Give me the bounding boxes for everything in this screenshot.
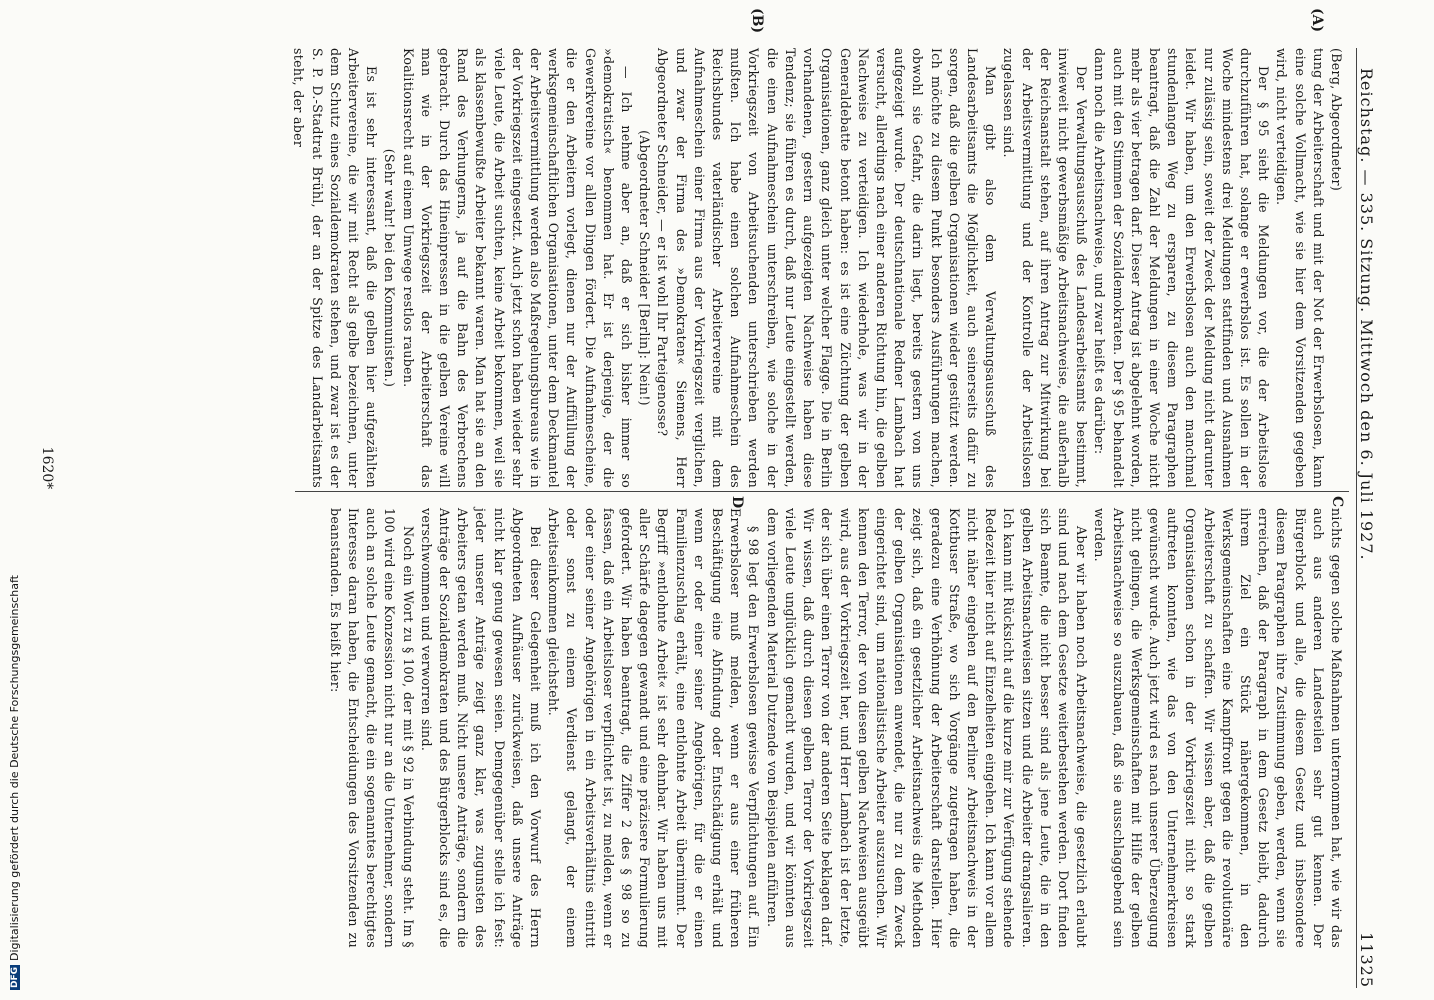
paragraph: § 98 legt den Erwerbslosen gewisse Verpflichtungen auf. Ein Erwerbsloser muß melden, wenn er aus einer früheren Beschäftigung eine Abfindung oder Entschädigung erhält und wenn er oder einer seiner Angehörigen, für die er einen Familienzuschlag erhält, eine entlohnte Arbeit übernimmt. Der Begriff »entlohnte Arbeit« ist sehr dehnbar. Wir haben uns mit aller Schärfe dagegen gewandt und eine präzisere Formulierung gefordert. Wir haben beantragt, die Ziffer 2 des § 98 so zu fassen, daß ein Arbeitsloser verpflichtet ist, zu melden, wenn er oder einer seiner Angehörigen in ein Arbeitsverhältnis eintritt oder sonst zu einem Verdienst gelangt, der einem Arbeitseinkommen gleichsteht. (546, 508, 762, 948)
paragraph: (Berg, Abgeordneter) (1329, 48, 1344, 192)
left-text-column (289, 48, 1345, 488)
paragraph: nichts gegen solche Maßnahmen unternommen hat, wie wir das auch aus anderen Landesteilen sehr gut kennen. Der Bürgerblock und alle, die diesem Gesetz und insbesondere diesem Paragraphen ihre Zustimmung geben, werden, wenn sie erreichen, daß der Paragraph in dem Gesetz bleibt, dadurch ihrem Ziel ein Stück nähergekommen, in den Werksgemeinschaften eine Kampffront gegen die revolutionäre Arbeiterschaft zu schaffen. Wir wissen aber, daß die gelben Organisationen schon in der Vorkriegszeit nicht so stark auftreten konnten, wie das von den Unternehmerkreisen gewünscht wurde. Auch jetzt wird es nach unserer Überzeugung nicht gelingen, die Werksgemeinschaften mit Hilfe der gelben Arbeitsnachweise so auszubauen, daß sie ausschlaggebend sein werden. (1092, 508, 1344, 948)
paragraph: (Abgeordneter Schneider [Berlin]: Nein!) (637, 130, 653, 406)
page-footer-signature: 1620* (39, 446, 55, 490)
header-title: Reichstag. — 335. Sitzung. Mittwoch den 6. Juli 1927. (1357, 68, 1376, 561)
margin-marker-a: (A) (1309, 8, 1325, 33)
scanned-page (39, 8, 1385, 988)
paragraph: Man gibt also dem Verwaltungsausschuß des Landesarbeitsamts die Möglichkeit, auch seinerseits dafür zu sorgen, daß die gelben Organisationen wieder gestützt werden. Ich möchte zu diesem Punkt besonders Ausführungen machen, obwohl sie Gefahr, die darin liegt, bereits gestern von uns aufgezeigt wurde. Der deutschnationale Redner Lambach hat versucht, allerdings nach einer anderen Richtung hin, die gelben Nachweise zu verteidigen. Ich wiederhole, was wir in der Generaldebatte betont haben: es ist eine Züchtung der gelben Organisationen, ganz gleich unter welcher Flagge. Die in Berlin vorhandenen, gestern aufgezeigten Nachweise haben diese Tendenz; sie führen es durch, daß nur Leute eingestellt werden, die einen Aufnahmeschein unterschreiben, wie solche in der Vorkriegszeit von Arbeitsuchenden unterschrieben werden mußten. Ich habe einen solchen Aufnahmeschein des Reichsbundes vaterländischer Arbeitervereine mit dem Aufnahmeschein einer Firma aus der Vorkriegszeit verglichen, und zwar der Firma des »Demokraten« Siemens, Herr Abgeordneter Schneider, — er ist wohl Ihr Parteigenosse? (655, 48, 999, 488)
paragraph: Der Verwaltungsausschuß des Landesarbeitsamts bestimmt, inwieweit nicht gewerbsmäßige Arbeitsnachweise, die außerhalb der Reichsanstalt stehen, auf ihren Antrag zur Mitwirkung bei der Arbeitsvermittlung und der Kontrolle der Arbeitslosen zugelassen sind. (1001, 48, 1090, 488)
paragraph: tung der Arbeiterschaft und mit der Not der Erwerbslosen, kann eine solche Vollmacht, wie sie hier dem Vorsitzenden gegeben wird, nicht verteidigen. (1274, 48, 1326, 488)
digitization-note (8, 575, 21, 990)
paragraph: — Ich nehme aber an, daß er sich bisher immer so »demokratisch« benommen hat. Er ist derjenige, der die Gewerkvereine vor allen Dingen fördert. Die Aufnahmescheine, die er den Arbeitern vorlegt, dienen nur der Auffüllung der werksgemeinschaftlichen Organisationen, unter dem Deckmantel der Arbeitsvermittlung werden also Maßregelungsbureaus wie in der Vorkriegszeit eingesetzt. Auch jetzt schon haben wieder sehr viele Leute, die Arbeit suchten, keine Arbeit bekommen, weil sie als klassenbewußte Arbeiter bekannt waren. Man hat sie an den Rand des Verhungerns, ja auf die Bahn des Verbrechens gebracht. Durch das Hineinpressen in die gelben Vereine will man wie in der Vorkriegszeit der Arbeiterschaft das Koalitionsrecht auf einem Umwege restlos rauben. (400, 48, 635, 488)
page-number: 11325 (1357, 932, 1376, 988)
column-divider (295, 491, 1349, 492)
margin-marker-b: (B) (749, 8, 765, 34)
paragraph: Bei dieser Gelegenheit muß ich den Vorwurf des Herrn Abgeordneten Aufhäuser zurückweisen, daß unsere Anträge nicht klar genug gewesen seien. Demgegenüber stelle ich fest: jeder unserer Anträge zeigt ganz klar, was zugunsten des Arbeiters getan werden muß. Nicht unsere Anträge, sondern die Anträge der Sozialdemokraten und des Bürgerblocks sind es, die verschwommen und verworren sind. (418, 508, 544, 948)
paragraph: Noch ein Wort zu § 100, der mit § 92 in Verbindung steht. Im § 100 wird eine Konzession nicht nur an die Unternehmer, sondern auch an solche Leute gemacht, die ein sogenanntes berechtigtes Interesse daran haben, die Entscheidungen des Vorsitzenden zu beanstanden. Es heißt hier: (327, 508, 416, 948)
paragraph: Es ist sehr interessant, daß die gelben hier aufgezählten Arbeitervereine, die wir mit Recht als gelbe bezeichnen, unter dem Schutz eines Sozialdemokraten stehen, und zwar ist es der S. P. D.-Stadtrat Brühl, der an der Spitze des Landarbeitsamts steht, der aber (291, 48, 380, 488)
paragraph: Aber wir haben noch Arbeitsnachweise, die gesetzlich erlaubt sind und nach dem Gesetze weiterbestehen werden. Dort finden sich Beamte, die nicht besser sind als jene Leute, die in den gelben Arbeitsnachweisen sitzen und die Arbeiter drangsalieren. Ich kann mit Rücksicht auf die kurze mir zur Verfügung stehende Redezeit hier nicht auf Einzelheiten eingehen. Ich kann vor allem nicht näher eingehen auf den Berliner Arbeitsnachweis in der Kottbuser Straße, wo sich Vorgänge zugetragen haben, die geradezu eine Verhöhnung der Arbeiterschaft darstellen. Hier zeigt sich, daß ein gesetzlicher Arbeitsnachweis die Methoden der gelben Organisationen anwendet, die nur zu dem Zweck eingerichtet sind, um nationalistische Arbeiter auszusuchen. Wir kennen den Terror, der von diesen gelben Nachweisen ausgeübt wird, aus der Vorkriegszeit her, und Herr Lambach ist der letzte, der sich über einen Terror von der anderen Seite beklagen darf. Wir wissen, daß durch diesen gelben Terror der Vorkriegszeit viele Leute unglücklich gemacht wurden, und wir könnten aus dem vorliegenden Material Dutzende von Beispielen anführen. (764, 508, 1090, 948)
dfg-logo: DFG (9, 966, 20, 988)
page-header (1356, 48, 1385, 988)
margin-marker-d: D (729, 496, 745, 509)
digitization-note-text: Digitalisierung gefördert durch die Deutsche Forschungsgemeinschaft (8, 575, 21, 961)
paragraph: (Sehr wahr! bei den Kommunisten.) (382, 148, 398, 388)
margin-marker-c: C (1329, 496, 1345, 508)
right-text-column (326, 508, 1345, 948)
paragraph: Der § 95 sieht die Meldungen vor, die der Arbeitslose durchzuführen hat, solange er erwerbslos ist. Es sollen in der Woche mindestens drei Meldungen stattfinden und Ausnahmen nur zulässig sein, soweit der Zweck der Meldung nicht darunter leidet. Wir haben, um den Erwerbslosen auch den manchmal stundenlangen Weg zu ersparen, zu diesem Paragraphen beantragt, daß die Zahl der Meldungen in einer Woche nicht mehr als vier betragen darf. Dieser Antrag ist abgelehnt worden, auch mit den Stimmen der Sozialdemokraten. Der § 95 behandelt dann noch die Arbeitsnachweise, und zwar heißt es darüber: (1092, 48, 1272, 488)
